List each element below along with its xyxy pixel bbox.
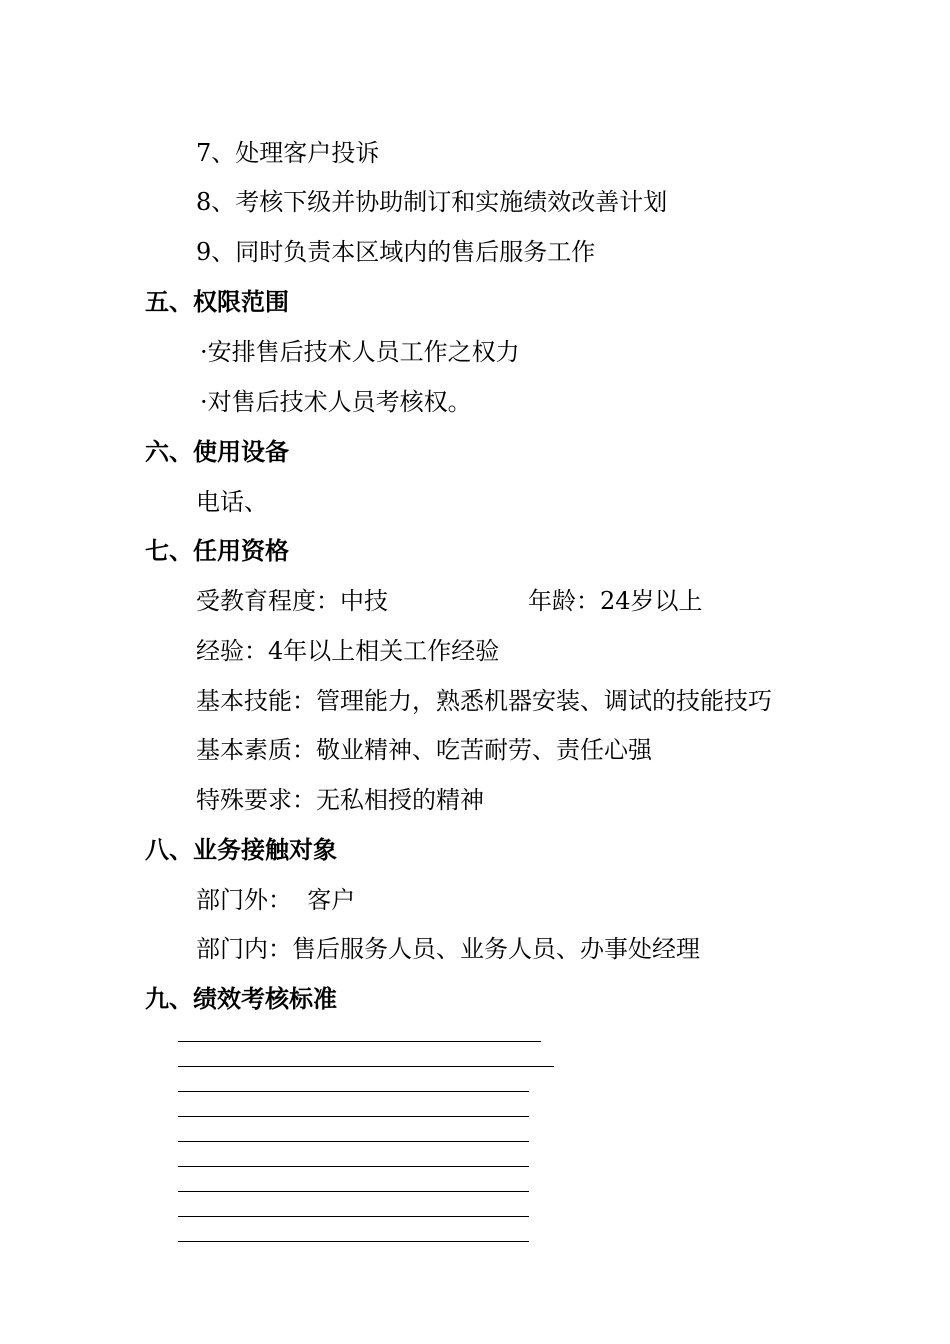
- blank-line-5: [178, 1141, 529, 1142]
- blank-line-8: [178, 1216, 529, 1217]
- section-heading-performance: 九、绩效考核标准: [145, 985, 337, 1013]
- blank-line-9: [178, 1241, 529, 1242]
- experience-field: 经验：4年以上相关工作经验: [196, 637, 500, 665]
- authority-bullet-1: ·安排售后技术人员工作之权力: [200, 338, 520, 366]
- qualities-field: 基本素质：敬业精神、吃苦耐劳、责任心强: [196, 736, 652, 764]
- special-requirements-field: 特殊要求：无私相授的精神: [196, 786, 484, 814]
- education-field: 受教育程度：中技: [196, 587, 388, 615]
- authority-bullet-2: ·对售后技术人员考核权。: [200, 388, 472, 416]
- blank-line-2: [178, 1066, 554, 1067]
- internal-contacts: 部门内：售后服务人员、业务人员、办事处经理: [196, 935, 700, 963]
- duty-item-7: 7、处理客户投诉: [196, 139, 380, 167]
- blank-line-1: [178, 1041, 541, 1042]
- external-contacts: 部门外： 客户: [196, 886, 356, 914]
- blank-line-7: [178, 1191, 529, 1192]
- duty-item-8: 8、考核下级并协助制订和实施绩效改善计划: [196, 188, 668, 216]
- blank-line-6: [178, 1166, 529, 1167]
- section-heading-equipment: 六、使用设备: [145, 438, 289, 466]
- section-heading-contacts: 八、业务接触对象: [145, 836, 337, 864]
- duty-item-9: 9、同时负责本区域内的售后服务工作: [196, 238, 596, 266]
- age-field: 年龄：24岁以上: [528, 587, 703, 615]
- blank-line-3: [178, 1091, 529, 1092]
- skills-field: 基本技能：管理能力，熟悉机器安装、调试的技能技巧: [196, 687, 772, 715]
- blank-line-4: [178, 1116, 529, 1117]
- section-heading-authority: 五、权限范围: [145, 288, 289, 316]
- equipment-text: 电话、: [196, 488, 268, 516]
- section-heading-qualifications: 七、任用资格: [145, 537, 289, 565]
